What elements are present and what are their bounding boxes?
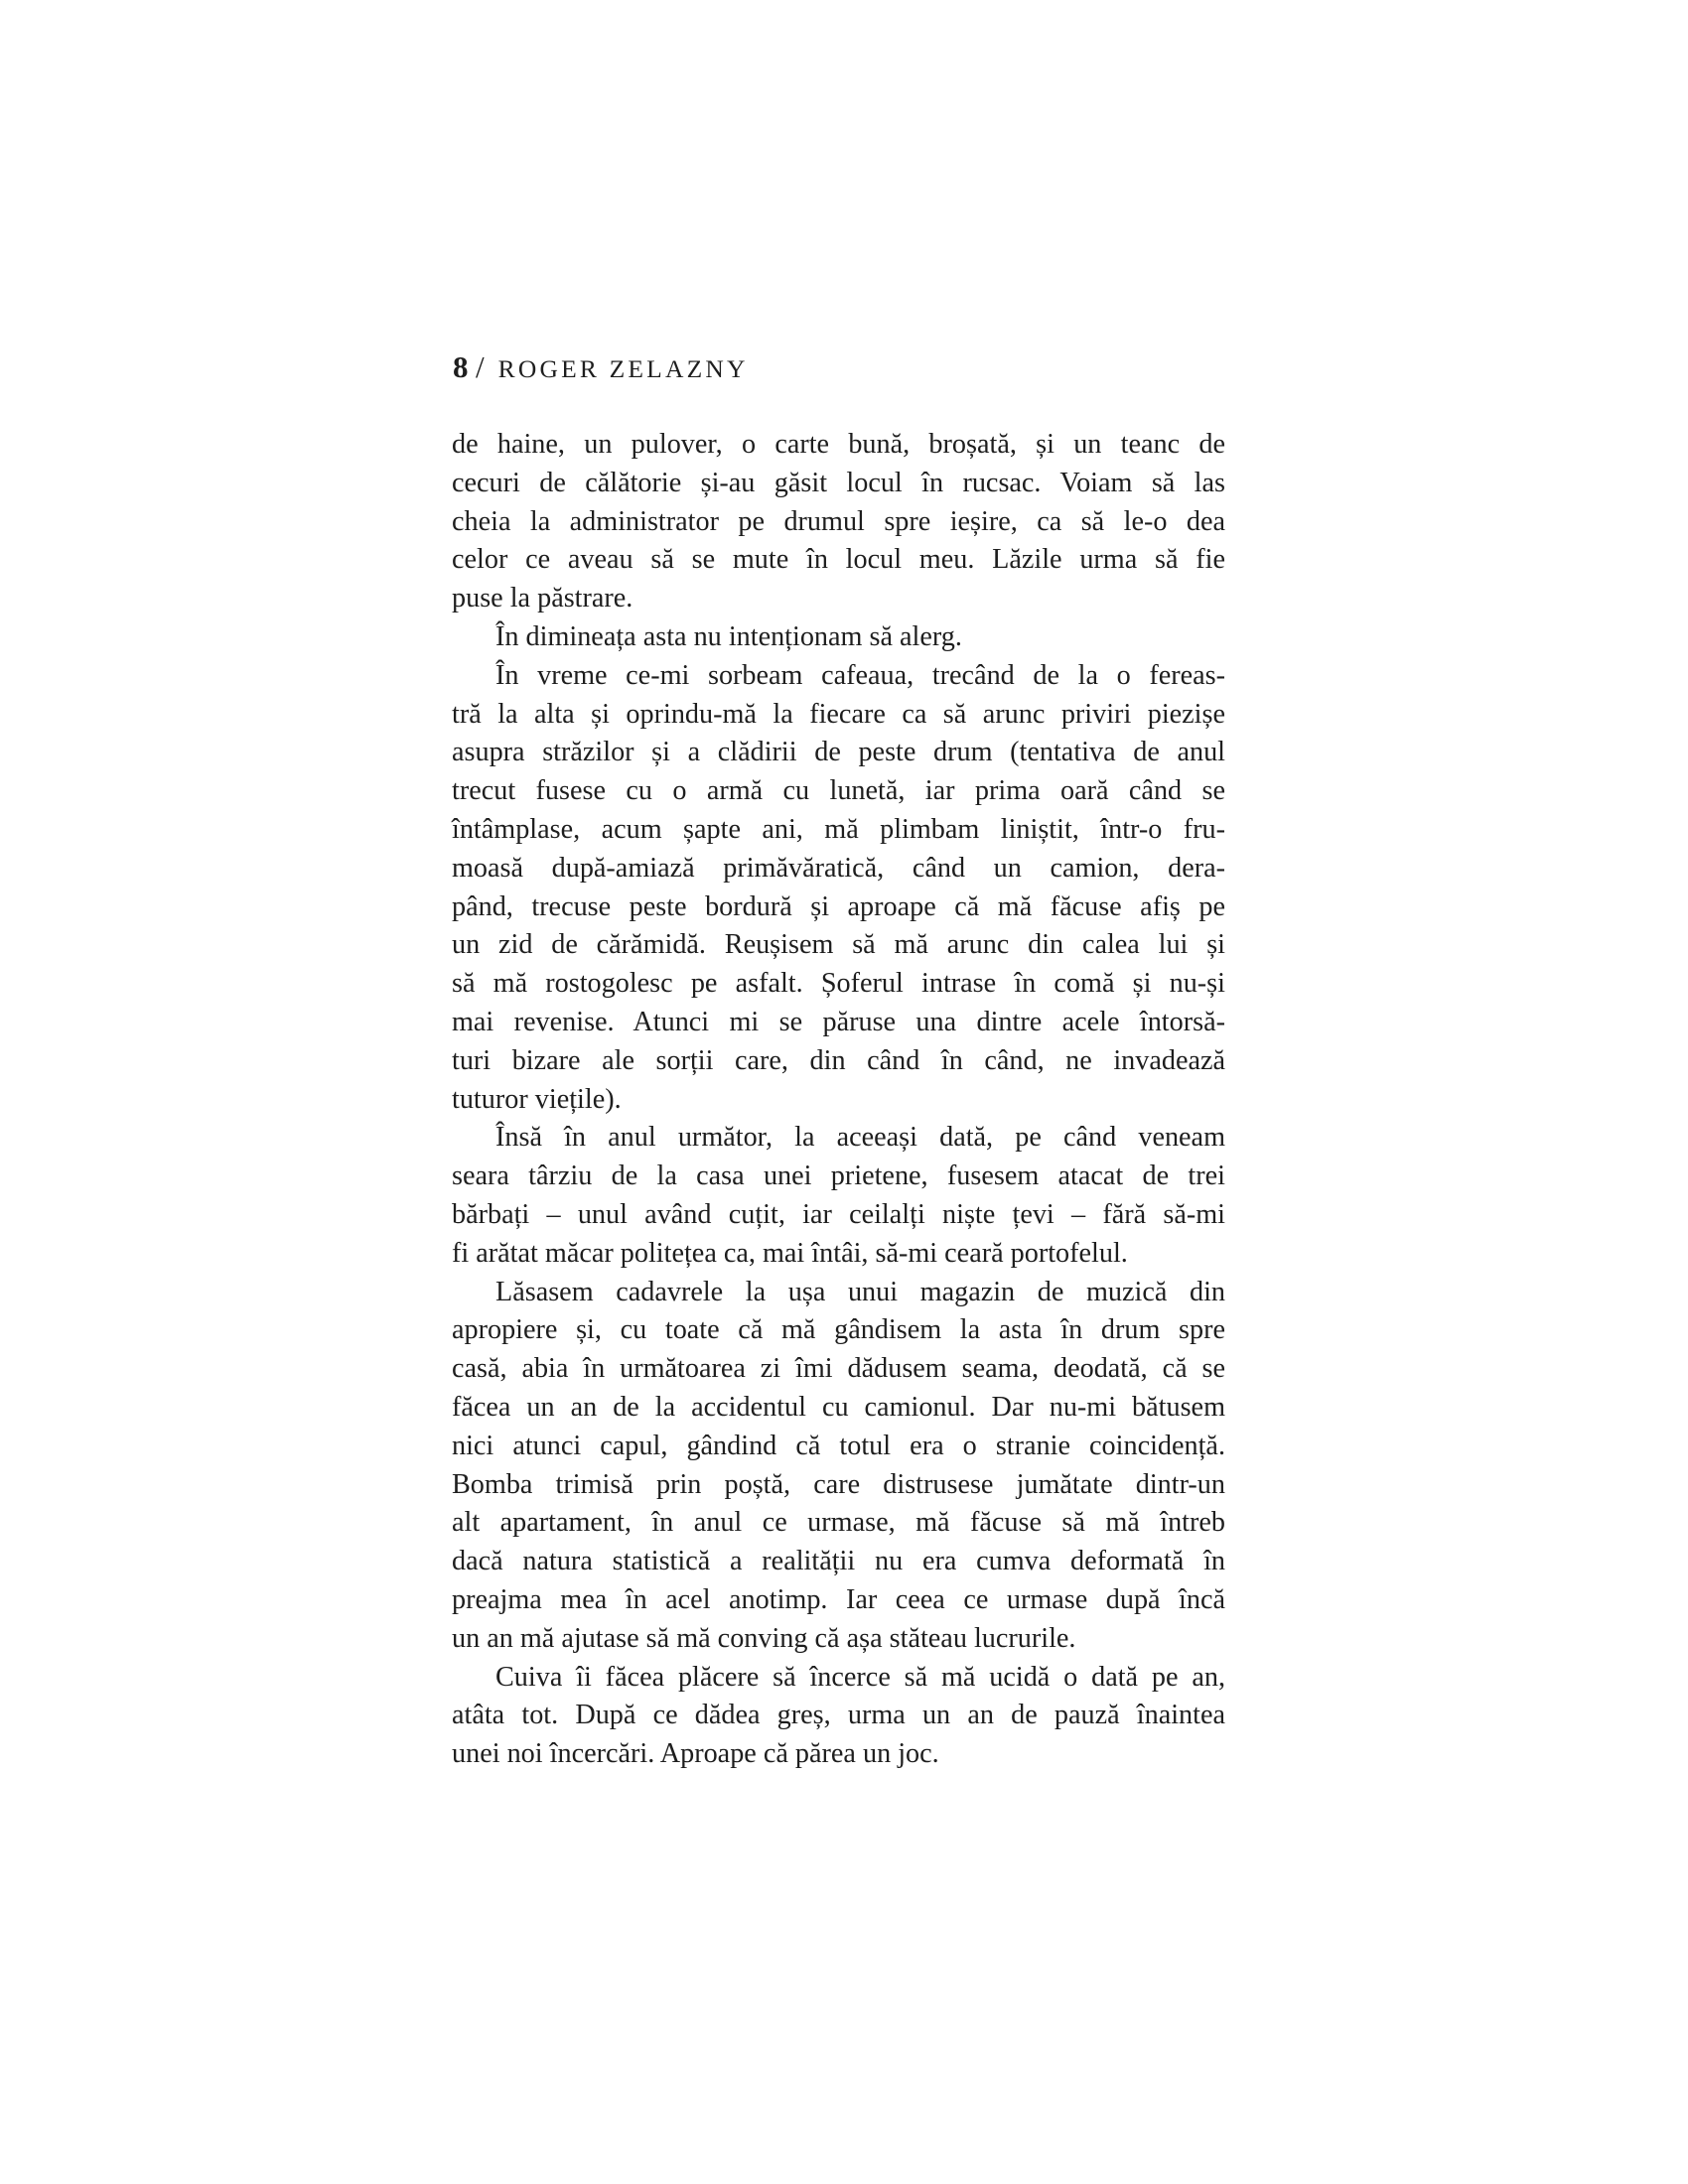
text-line: un zid de cărămidă. Reușisem să mă arunc din calea lui și (452, 929, 1225, 961)
text-line: Lăsasem cadavrele la ușa unui magazin de muzică din (495, 1276, 1225, 1307)
text-line: mai revenise. Atunci mi se păruse una dintre acele întorsă- (452, 1006, 1225, 1037)
body-text (452, 426, 1225, 1774)
text-line: În vreme ce-mi sorbeam cafeaua, trecând de la o fereas- (495, 659, 1225, 691)
text-line: întâmplase, acum șapte ani, mă plimbam liniștit, într-o fru- (452, 813, 1225, 845)
text-line: nici atunci capul, gândind că totul era o stranie coincidență. (452, 1430, 1225, 1461)
text-line: dacă natura statistică a realității nu era cumva deformată în (452, 1546, 1225, 1577)
text-line: apropiere și, cu toate că mă gândisem la asta în drum spre (452, 1314, 1225, 1346)
text-line: moasă după-amiază primăvăratică, când un camion, dera- (452, 852, 1225, 884)
text-line: un an mă ajutase să mă conving că așa stăteau lucrurile. (452, 1622, 1076, 1654)
text-line: unei noi încercări. Aproape că părea un joc. (452, 1738, 939, 1770)
text-line: făcea un an de la accidentul cu camionul. Dar nu-mi bătusem (452, 1391, 1225, 1423)
text-line: Însă în anul următor, la aceeași dată, pe când veneam (495, 1122, 1225, 1154)
text-line: alt apartament, în anul ce urmase, mă făcuse să mă întreb (452, 1507, 1225, 1539)
text-line: seara târziu de la casa unei prietene, fusesem atacat de trei (452, 1160, 1225, 1192)
text-line: Cuiva îi făcea plăcere să încerce să mă ucidă o dată pe an, (495, 1661, 1225, 1693)
page-number: 8 (453, 349, 469, 384)
running-header (453, 349, 749, 385)
text-line: fi arătat măcar politețea ca, mai întâi, să-mi ceară portofelul. (452, 1237, 1128, 1269)
text-line: puse la păstrare. (452, 583, 633, 614)
text-line: tră la alta și oprindu-mă la fiecare ca să arunc priviri piezișe (452, 698, 1225, 730)
text-line: preajma mea în acel anotimp. Iar ceea ce urmase după încă (452, 1583, 1225, 1615)
text-line: În dimineața asta nu intenționam să alerg. (495, 620, 962, 652)
text-line: trecut fusese cu o armă cu lunetă, iar prima oară când se (452, 775, 1225, 807)
text-line: asupra străzilor și a clădirii de peste drum (tentativa de anul (452, 737, 1225, 768)
text-line: casă, abia în următoarea zi îmi dădusem seama, deodată, că se (452, 1353, 1225, 1385)
text-line: pând, trecuse peste bordură și aproape că mă făcuse afiș pe (452, 890, 1225, 922)
running-header-title: ROGER ZELAZNY (497, 354, 749, 383)
text-line: atâta tot. După ce dădea greș, urma un an de pauză înaintea (452, 1700, 1225, 1731)
text-line: cheia la administrator pe drumul spre ieșire, ca să le-o dea (452, 505, 1225, 537)
text-line: Bomba trimisă prin poștă, care distrusese jumătate dintr-un (452, 1468, 1225, 1500)
text-line: să mă rostogolesc pe asfalt. Șoferul intrase în comă și nu-și (452, 968, 1225, 1000)
text-line: bărbați – unul având cuțit, iar ceilalți niște țevi – fără să-mi (452, 1198, 1225, 1230)
header-separator: / (476, 349, 485, 384)
text-line: turi bizare ale sorții care, din când în când, ne invadează (452, 1044, 1225, 1076)
text-line: tuturor viețile). (452, 1083, 622, 1115)
text-line: de haine, un pulover, o carte bună, broșată, și un teanc de (452, 429, 1225, 460)
text-line: celor ce aveau să se mute în locul meu. Lăzile urma să fie (452, 544, 1225, 576)
text-line: cecuri de călătorie și-au găsit locul în rucsac. Voiam să las (452, 467, 1225, 498)
